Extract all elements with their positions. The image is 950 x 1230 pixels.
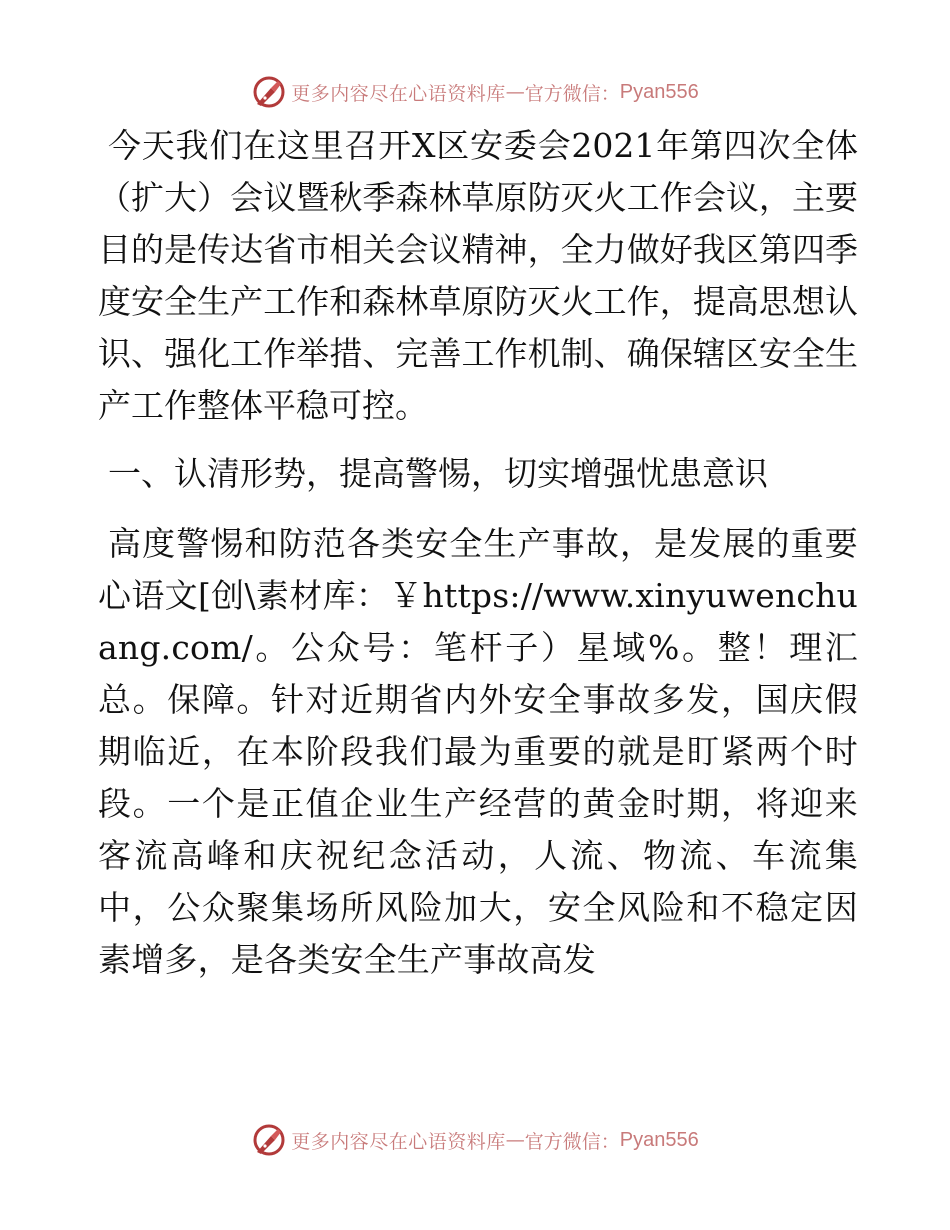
pen-nib-logo-icon [251,1122,287,1158]
header-site-text: 更多内容尽在心语资料库 [291,82,506,105]
header-separator: — [505,81,525,103]
footer-banner [0,1120,950,1160]
footer-separator: — [505,1129,525,1151]
footer-wechat-label: 官方微信： [524,1130,620,1153]
paragraph-intro: 今天我们在这里召开X区安委会2021年第四次全体（扩大）会议暨秋季森林草原防灭火工作会议，主要目的是传达省市相关会议精神，全力做好我区第四季度安全生产工作和森林草原防灭火工作，提高思想认识、强化工作举措、完善工作机制、确保辖区安全生产工作整体平稳可控。 [98,126,858,425]
section-heading-1: 一、认清形势，提高警惕，切实增强忧患意识 [108,454,768,493]
header-wechat-label: 官方微信： [524,82,620,105]
header-banner [0,72,950,112]
paragraph-section-1: 高度警惕和防范各类安全生产事故，是发展的重要心语文[创\素材库：￥https://www.xinyuwenchuang.com/。公众号：笔杆子）星域%。整！理汇总。保障。针对近期省内外安全事故多发，国庆假期临近，在本阶段我们最为重要的就是盯紧两个时段。一个是正值企业生产经营的黄金时期，将迎来客流高峰和庆祝纪念活动，人流、物流、车流集中，公众聚集场所风险加大，安全风险和不稳定因素增多，是各类安全生产事故高发 [98,524,858,979]
footer-wechat-id: Pyan556 [619,1128,699,1151]
document-body [98,120,858,986]
pen-nib-logo-icon [251,74,287,110]
footer-site-text: 更多内容尽在心语资料库 [291,1130,506,1153]
header-wechat-id: Pyan556 [619,80,699,103]
